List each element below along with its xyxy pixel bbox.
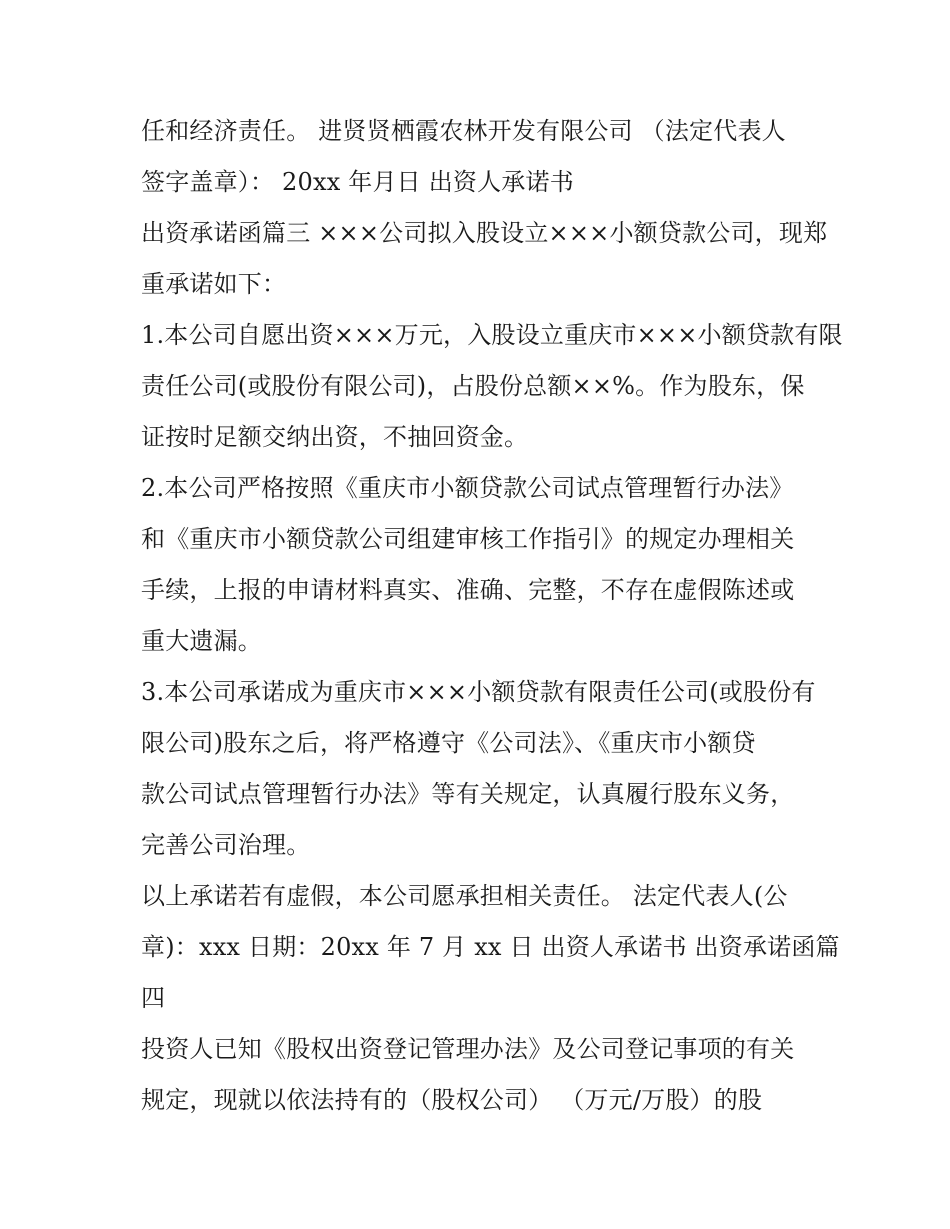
text-line: 手续，上报的申请材料真实、准确、完整，不存在虚假陈述或 — [141, 576, 795, 604]
text-line: 责任公司(或股份有限公司)，占股份总额××%。作为股东，保 — [141, 372, 805, 400]
text-line: 2.本公司严格按照《重庆市小额贷款公司试点管理暂行办法》 — [141, 474, 794, 502]
text-line: 规定，现就以依法持有的（股权公司） （万元/万股）的股 — [141, 1086, 763, 1114]
text-line: 出资承诺函篇三 ×××公司拟入股设立×××小额贷款公司，现郑 — [141, 219, 828, 247]
text-line: 签字盖章）： 20xx 年月日 出资人承诺书 — [141, 168, 574, 196]
text-line: 3.本公司承诺成为重庆市×××小额贷款有限责任公司(或股份有 — [141, 678, 816, 706]
text-line: 证按时足额交纳出资，不抽回资金。 — [141, 423, 529, 451]
text-line: 章)：xxx 日期：20xx 年 7 月 xx 日 出资人承诺书 出资承诺函篇 — [141, 933, 840, 961]
text-line: 款公司试点管理暂行办法》等有关规定，认真履行股东义务， — [141, 780, 795, 808]
text-line: 重大遗漏。 — [141, 627, 262, 655]
text-line: 投资人已知《股权出资登记管理办法》及公司登记事项的有关 — [141, 1035, 795, 1063]
text-line: 重承诺如下： — [141, 270, 287, 298]
document-body — [141, 106, 843, 1126]
text-line: 四 — [141, 984, 166, 1012]
text-line: 和《重庆市小额贷款公司组建审核工作指引》的规定办理相关 — [141, 525, 795, 553]
text-line: 以上承诺若有虚假，本公司愿承担相关责任。 法定代表人(公 — [141, 882, 788, 910]
text-line: 1.本公司自愿出资×××万元，入股设立重庆市×××小额贷款有限 — [141, 321, 843, 349]
text-line: 完善公司治理。 — [141, 831, 311, 859]
text-line: 限公司)股东之后，将严格遵守《公司法》、《重庆市小额贷 — [141, 729, 756, 757]
text-line: 任和经济责任。 进贤贤栖霞农林开发有限公司 （法定代表人 — [141, 117, 786, 145]
